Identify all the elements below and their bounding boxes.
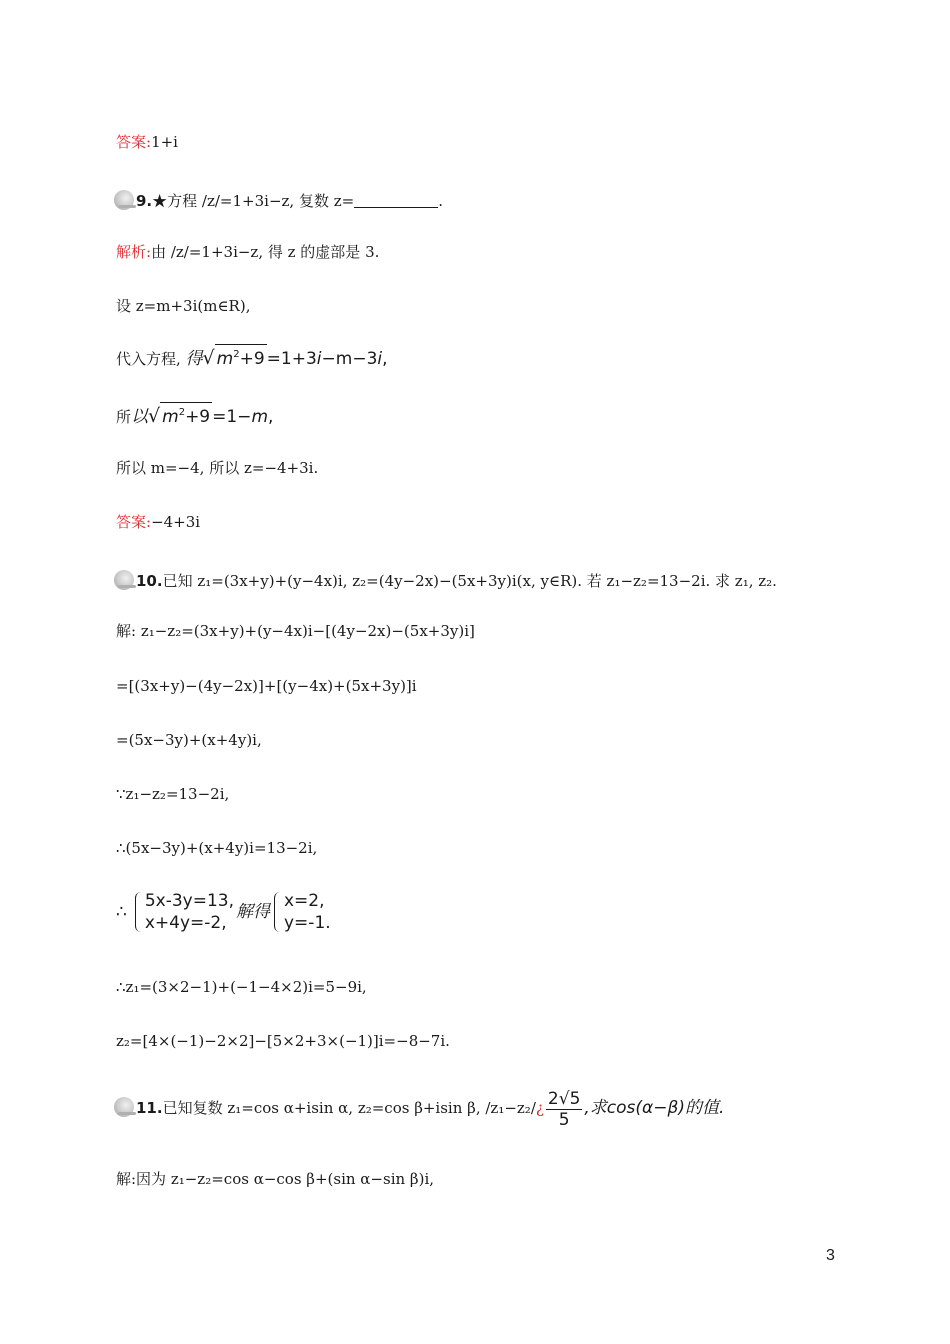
equation-system [116, 890, 331, 934]
step-2-de: 得 [185, 349, 203, 369]
question-11-number: 11. [136, 1099, 163, 1117]
question-9-step-2 [116, 344, 388, 369]
question-10-sol-7: z₂=[4×(−1)−2×2]−[5×2+3×(−1)]i=−8−7i. [116, 1032, 450, 1050]
question-9-stem [116, 190, 443, 211]
page-number: 3 [826, 1247, 835, 1264]
answer-8-value: 1+i [151, 133, 178, 151]
question-9-text: ★方程 /z/=1+3i−z, 复数 z= [152, 192, 355, 210]
answer-9-value: −4+3i [151, 513, 201, 531]
question-11-text: 已知复数 z₁=cos α+isin α, z₂=cos β+isin β, /z₁−z₂/ [162, 1099, 536, 1117]
sqrt-exp: 2 [233, 349, 240, 360]
step-3-text: 所 [116, 408, 132, 426]
system-equations [133, 890, 234, 934]
sqrt-icon: √ [148, 405, 161, 427]
sqrt-var: m [216, 349, 234, 369]
step-2-text: 代入方程, [116, 350, 186, 368]
rhs-end: , [268, 407, 274, 427]
fraction-numerator: 2√5 [547, 1088, 581, 1109]
question-bubble-icon [114, 570, 134, 590]
answer-8-label: 答案: [116, 133, 152, 151]
system-solve-word: 解得 [236, 902, 270, 922]
question-11-sol-1: 解:因为 z₁−z₂=cos α−cos β+(sin α−sin β)i, [116, 1170, 435, 1188]
fraction-denominator: 5 [558, 1109, 570, 1130]
rhs-end: , [382, 349, 388, 369]
sqrt-exp: 2 [178, 407, 186, 418]
question-9-period: . [438, 192, 443, 210]
rhs-m: m [251, 407, 268, 427]
system-solution [272, 890, 331, 934]
answer-9-label: 答案: [116, 513, 152, 531]
sqrt-var: m [162, 407, 179, 427]
question-9-step-3 [116, 402, 273, 427]
rhs-i: i [316, 349, 322, 369]
step-3-yi: 以 [131, 407, 149, 427]
question-11-tail: ,求cos(α−β)的值. [584, 1098, 725, 1118]
question-9-step-4: 所以 m=−4, 所以 z=−4+3i. [116, 459, 319, 477]
question-11-glyph: ¿ [535, 1099, 544, 1117]
system-sol-2: y=-1. [284, 913, 331, 933]
system-sol-1: x=2, [284, 891, 325, 911]
question-bubble-icon [114, 1097, 134, 1117]
question-10-number: 10. [136, 572, 163, 590]
question-9-step-1: 设 z=m+3i(m∈R), [116, 297, 251, 315]
question-10-sol-3: =(5x−3y)+(x+4y)i, [116, 731, 262, 749]
system-eq-1: 5x-3y=13, [144, 891, 234, 911]
question-10-text: 已知 z₁=(3x+y)+(y−4x)i, z₂=(4y−2x)−(5x+3y)i(x, y∈R). 若 z₁−z₂=13−2i. 求 z₁, z₂. [162, 572, 777, 590]
rhs-part: =1+3 [266, 349, 317, 369]
rhs-part: =1− [212, 407, 252, 427]
analysis-label: 解析: [116, 243, 152, 261]
analysis-text: 由 /z/=1+3i−z, 得 z 的虚部是 3. [151, 243, 380, 261]
question-9-analysis [116, 242, 379, 262]
rhs-i2: i [377, 349, 383, 369]
question-10-sol-5: ∴(5x−3y)+(x+4y)i=13−2i, [116, 839, 318, 857]
sqrt-tail: +9 [239, 349, 265, 369]
question-10-stem [116, 570, 777, 591]
sqrt-icon: √ [202, 347, 215, 369]
question-10-sol-6: ∴z₁=(3×2−1)+(−1−4×2)i=5−9i, [116, 978, 367, 996]
sqrt-content [215, 344, 267, 369]
answer-blank [354, 193, 438, 208]
sqrt-content [160, 402, 212, 427]
answer-8-line [116, 132, 178, 152]
question-10-sol-2: =[(3x+y)−(4y−2x)]+[(y−4x)+(5x+3y)]i [116, 677, 417, 695]
system-eq-2: x+4y=-2, [144, 913, 227, 933]
answer-9-line [116, 512, 200, 532]
question-9-number: 9. [136, 192, 153, 210]
sqrt-tail: +9 [185, 407, 211, 427]
question-10-sol-1: 解: z₁−z₂=(3x+y)+(y−4x)i−[(4y−2x)−(5x+3y)i] [116, 622, 475, 640]
rhs-tail: −m−3 [321, 349, 378, 369]
fraction [546, 1089, 582, 1130]
question-11-stem [116, 1088, 724, 1130]
question-10-sol-4: ∵z₁−z₂=13−2i, [116, 785, 230, 803]
therefore-symbol: ∴ [116, 902, 127, 922]
question-bubble-icon [114, 190, 134, 210]
